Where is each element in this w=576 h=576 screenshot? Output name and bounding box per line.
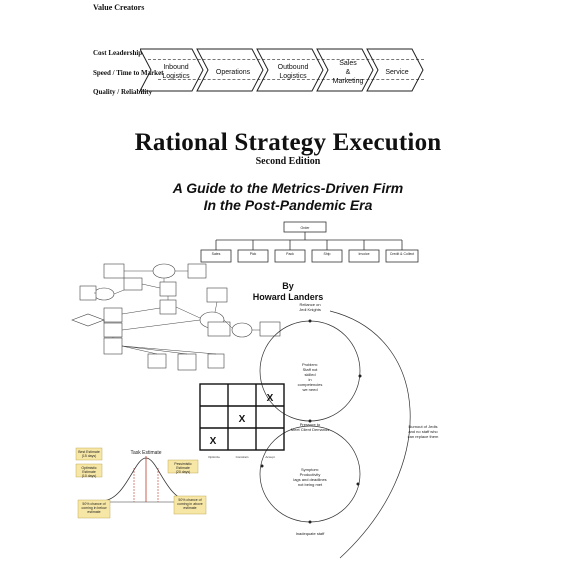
loop-node-pressure-l2: Meet Client Demands xyxy=(290,427,330,432)
outer-loop-arc xyxy=(330,311,410,558)
note-pessimistic-l2: Estimate xyxy=(176,466,190,470)
loop-node-symptom-l2: Productivity xyxy=(299,472,321,477)
matrix-col-label: Constrain xyxy=(235,455,249,459)
note-optimistic-l1: Optimistic xyxy=(81,466,97,470)
note-pessimistic-l3: (20 days) xyxy=(175,470,191,474)
loop-node-problem-l5: competencies xyxy=(297,382,323,387)
flow-box xyxy=(104,323,122,337)
org-child-label: Credit & Collect xyxy=(389,252,415,256)
flow-decision xyxy=(72,314,104,326)
note-below-l3: estimate xyxy=(87,510,101,514)
loop-node-inadequate: Inadequate staff xyxy=(295,531,325,536)
flow-box xyxy=(188,264,206,278)
loop-node-problem-l1: Problem: xyxy=(301,362,319,367)
task-estimate-chart xyxy=(70,440,220,530)
matrix-mark: X xyxy=(209,436,217,447)
by-label: By xyxy=(282,281,294,291)
note-optimistic-l2: Estimate xyxy=(82,470,96,474)
flow-box xyxy=(208,354,224,368)
note-optimistic-l3: (10 days) xyxy=(81,474,97,478)
matrix-mark: X xyxy=(266,393,274,404)
loop-node-problem-l4: in xyxy=(308,377,312,382)
flow-box xyxy=(160,282,176,296)
subtitle-line-2: In the Post-Pandemic Era xyxy=(203,197,373,213)
flow-box xyxy=(178,354,196,370)
book-edition: Second Edition xyxy=(255,156,321,167)
value-chain-diagram xyxy=(140,45,430,97)
org-child-label: Ship xyxy=(323,252,331,256)
org-child-label: Invoice xyxy=(358,252,370,256)
matrix-col-label: Accept xyxy=(265,455,275,459)
flow-ellipse xyxy=(153,264,175,278)
flow-ellipse xyxy=(94,288,114,300)
flow-box xyxy=(160,300,176,314)
loop-node-symptom-l1: Symptom: xyxy=(300,467,320,472)
flow-box xyxy=(80,286,96,300)
row-label-quality: Quality / Reliability xyxy=(93,88,153,96)
org-root-label: Order xyxy=(300,226,310,230)
author-name: Howard Landers xyxy=(252,292,324,302)
matrix-col-label: Optimize xyxy=(208,455,220,459)
loop-node-reliance-l2: Jedi Knights xyxy=(299,307,321,312)
stage-sales-l3: Marketing xyxy=(332,78,364,85)
stage-outbound-l2: Logistics xyxy=(279,73,307,80)
flow-box xyxy=(104,264,124,278)
note-below-l1: 50% chance of xyxy=(82,502,106,506)
flow-box xyxy=(207,288,227,302)
note-above-l1: 50% chance of xyxy=(178,498,202,502)
loop-node-problem-l6: we need xyxy=(302,387,318,392)
flow-box xyxy=(104,308,122,322)
book-title: Rational Strategy Execution xyxy=(134,129,442,156)
loop-node-burnout-l2: and no staff who xyxy=(408,429,438,434)
note-above-l3: estimate xyxy=(183,506,197,510)
loop-node-pressure-l1: Pressure to xyxy=(299,422,321,427)
row-label-cost: Cost Leadership xyxy=(93,49,143,57)
note-best-l2: (15 days) xyxy=(81,454,97,458)
loop-node-burnout-l3: can replace them xyxy=(407,434,439,439)
loop-node-burnout-l1: Burnout of Jedis xyxy=(408,424,438,429)
flow-box xyxy=(104,338,122,354)
stage-sales-l2: & xyxy=(345,69,351,76)
org-child-label: Sales xyxy=(211,252,221,256)
flow-box xyxy=(148,354,166,368)
book-subtitle xyxy=(0,180,576,214)
note-below-l2: coming in below xyxy=(81,506,107,510)
row-label-speed: Speed / Time to Market xyxy=(93,69,164,77)
value-chain-title: Value Creators xyxy=(93,3,145,12)
stage-inbound-l1: Inbound xyxy=(163,64,189,71)
subtitle-line-1: A Guide to the Metrics-Driven Firm xyxy=(172,180,404,196)
matrix-mark: X xyxy=(238,414,246,425)
stage-outbound-l1: Outbound xyxy=(277,64,309,71)
note-pessimistic-l1: Pessimistic xyxy=(174,462,192,466)
note-best-l1: Best Estimate xyxy=(78,450,100,454)
stage-service: Service xyxy=(385,69,409,76)
stage-inbound-l2: Logistics xyxy=(162,73,190,80)
loop-node-symptom-l3: lags and deadlines xyxy=(293,477,327,482)
loop-node-symptom-l4: not being met xyxy=(297,482,323,487)
org-child-label: Pick xyxy=(249,252,257,256)
stage-operations: Operations xyxy=(215,69,251,76)
flow-box xyxy=(124,278,142,290)
task-estimate-title: Task Estimate xyxy=(130,450,162,456)
loop-node-reliance-l1: Reliance on xyxy=(299,302,321,307)
loop-node-problem-l2: Staff not xyxy=(302,367,318,372)
flow-box xyxy=(208,322,230,336)
loop-node-problem-l3: skilled xyxy=(304,372,316,377)
note-above-l2: coming in above xyxy=(177,502,203,506)
stage-sales-l1: Sales xyxy=(339,60,357,67)
org-child-label: Pack xyxy=(286,252,294,256)
